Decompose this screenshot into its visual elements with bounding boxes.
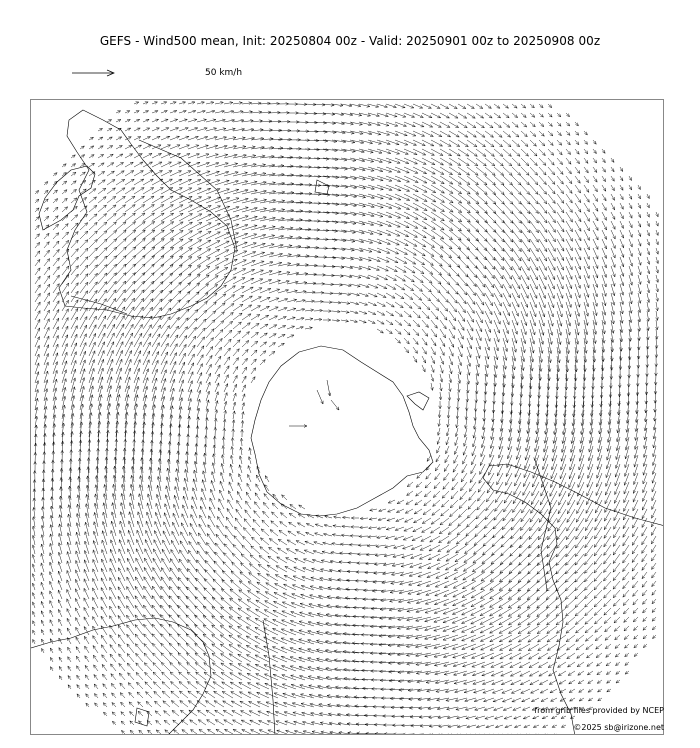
interior-wind-arrow (289, 425, 307, 428)
interior-wind-arrow (317, 390, 323, 404)
interior-wind-arrow (331, 400, 339, 410)
new-zealand-coastline (39, 166, 95, 230)
credit-data-source: from grib files provided by NCEP (534, 706, 664, 715)
antarctic-peninsula-coastline (407, 392, 429, 410)
africa-coastline (483, 464, 664, 735)
tasmania-coastline (135, 708, 149, 726)
map-title: GEFS - Wind500 mean, Init: 20250804 00z - Valid: 20250901 00z to 20250908 00z (99, 34, 601, 48)
scale-label: 50 km/h (205, 68, 243, 78)
interior-wind-arrow (327, 380, 331, 396)
scale-arrow-icon (70, 68, 118, 78)
wind-map (31, 100, 664, 735)
map-frame[interactable] (30, 99, 664, 735)
wind-vectors (32, 102, 659, 736)
antarctica-coastline (251, 346, 433, 516)
credit-copyright: ©2025 sb@irizone.net (573, 723, 664, 732)
wind-arrow-field (32, 102, 659, 736)
